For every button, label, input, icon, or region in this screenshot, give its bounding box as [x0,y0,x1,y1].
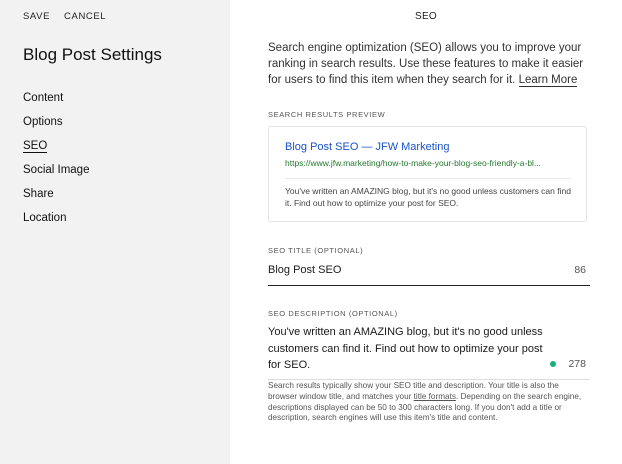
seo-description-label: SEO DESCRIPTION (OPTIONAL) [268,309,398,318]
sidebar-item-label: Social Image [23,164,90,176]
sidebar-item-label: SEO [23,140,48,152]
sidebar-item-label: Location [23,212,67,224]
help-text-start: Search results typically show your SEO title and description. Your title is also the browser window title, and matches your [268,381,559,401]
seo-title-input[interactable] [268,264,590,286]
preview-divider [285,178,570,179]
save-button[interactable]: SAVE [23,11,51,22]
settings-nav [23,90,89,234]
preview-title: Blog Post SEO — JFW Marketing [285,141,450,153]
preview-description: You've written an AMAZING blog, but it's no good unless customers can find it. Find out how to optimize your post for SEO. [285,186,571,208]
sidebar-item-share[interactable] [23,186,89,210]
sidebar-item-options[interactable] [23,114,89,138]
learn-more-link[interactable]: Learn More [518,74,578,86]
status-dot-icon [550,361,556,367]
sidebar-item-social-image[interactable] [23,162,89,186]
sidebar-title: Blog Post Settings [23,45,162,64]
sidebar-item-label: Options [23,116,63,128]
settings-sidebar [0,0,230,464]
title-formats-link[interactable]: title formats [413,391,456,401]
seo-description-input[interactable] [268,324,590,380]
sidebar-item-label: Content [23,92,64,104]
seo-title-char-count: 86 [574,264,586,276]
seo-intro-text: Search engine optimization (SEO) allows you to improve your ranking in search results. Use these features to make it easier for users to find this item when they search for it. [268,42,584,86]
seo-title-value: Blog Post SEO [268,264,342,276]
seo-help-text [268,381,590,424]
page-title: SEO [414,11,438,22]
search-preview-label: SEARCH RESULTS PREVIEW [268,110,386,119]
sidebar-item-location[interactable] [23,210,89,234]
seo-title-label: SEO TITLE (OPTIONAL) [268,246,364,255]
sidebar-item-content[interactable] [23,90,89,114]
seo-description-value: You've written an AMAZING blog, but it's no good unless customers can find it. Find out how to optimize your post for SEO. [268,326,543,371]
cancel-button[interactable]: CANCEL [64,11,107,22]
seo-description-char-count: 278 [568,358,586,370]
sidebar-item-seo[interactable] [23,138,89,162]
preview-url: https://www.jfw.marketing/how-to-make-your-blog-seo-friendly-a-bl... [285,158,542,168]
seo-panel [230,0,622,464]
top-actions [23,11,106,22]
search-preview-card [268,126,587,222]
seo-intro [268,40,598,88]
sidebar-item-label: Share [23,188,54,200]
help-text-end: . Depending on the search engine, descriptions displayed can be 50 to 300 characters long. If you don't add a title or description, search engines will use this item's title and content. [268,391,582,423]
